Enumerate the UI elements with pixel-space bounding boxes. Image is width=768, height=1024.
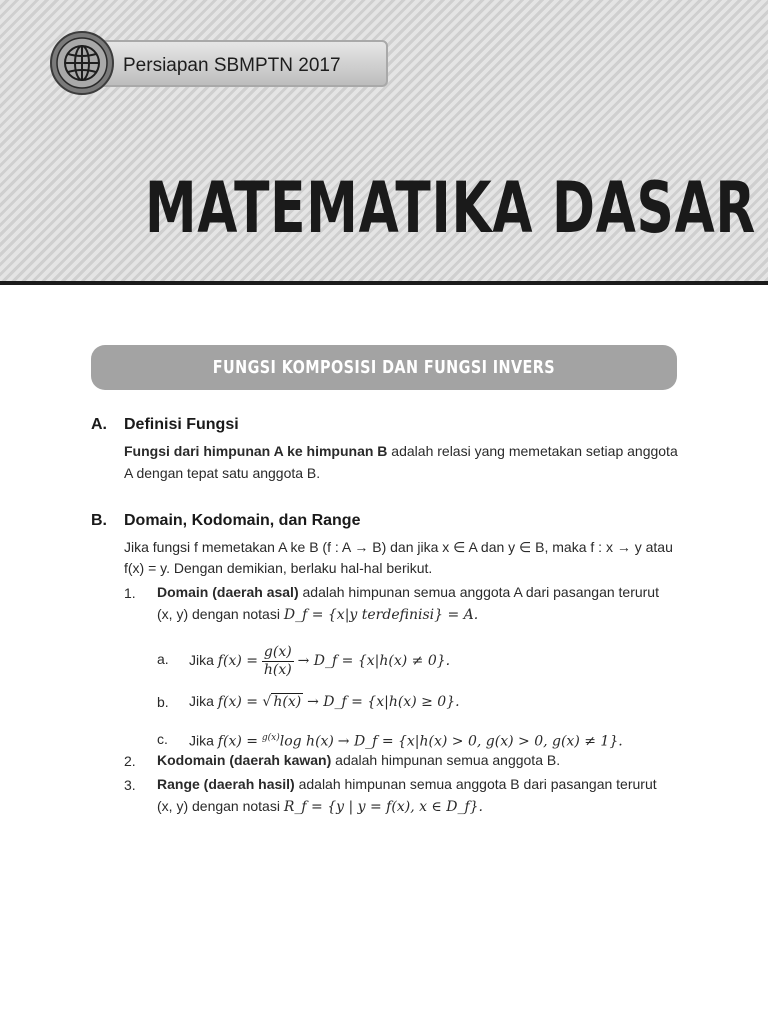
sub-a-jika: Jika <box>189 652 214 668</box>
item2-line <box>157 749 560 771</box>
sub-c-lhs: f(x) = <box>217 733 258 750</box>
sub-a-line <box>189 638 450 683</box>
sub-c-jika: Jika <box>189 732 214 749</box>
item1-bold: Domain (daerah asal) <box>157 584 299 600</box>
item3-line2 <box>157 795 483 818</box>
section-a-line1-rest: adalah relasi yang memetakan setiap anggota <box>387 443 678 459</box>
item2-number: 2. <box>124 753 136 769</box>
sub-a-letter: a. <box>157 651 169 667</box>
item1-line2-pre: (x, y) dengan notasi <box>157 606 284 622</box>
sub-a-lhs: f(x) = <box>217 653 258 669</box>
item1-rest: adalah himpunan semua anggota A dari pasangan terurut <box>298 584 659 600</box>
page-title: MATEMATIKA DASAR <box>145 167 757 249</box>
section-b-intro-line1: Jika fungsi f memetakan A ke B (f : A → B) dan jika x ∈ A dan y ∈ B, maka f : x → y atau <box>124 539 673 555</box>
sub-a-fraction <box>262 644 294 679</box>
item3-rest: adalah himpunan semua anggota B dari pasangan terurut <box>294 776 657 792</box>
item1-number: 1. <box>124 585 136 601</box>
item3-number: 3. <box>124 777 136 793</box>
section-a-line1 <box>124 440 678 462</box>
sub-c-rhs: → D_f = {x|h(x) > 0, g(x) > 0, g(x) ≠ 1}. <box>337 733 623 750</box>
item3-line2-pre: (x, y) dengan notasi <box>157 798 284 814</box>
section-banner <box>91 345 677 390</box>
sub-a-denominator: h(x) <box>263 661 292 678</box>
sub-b-jika: Jika <box>189 693 214 709</box>
globe-icon <box>50 31 114 95</box>
badge-text: Persiapan SBMPTN 2017 <box>123 55 341 76</box>
item1-formula: D_f = {x|y terdefinisi} = A. <box>283 607 479 623</box>
section-b-intro-line2: f(x) = y. Dengan demikian, berlaku hal-hal berikut. <box>124 560 433 576</box>
section-banner-text: FUNGSI KOMPOSISI DAN FUNGSI INVERS <box>212 357 556 378</box>
sub-c-letter: c. <box>157 731 168 747</box>
section-a-letter: A. <box>91 416 107 433</box>
item3-formula: R_f = {y | y = f(x), x ∈ D_f}. <box>283 799 484 815</box>
item2-rest: adalah himpunan semua anggota B. <box>331 752 561 768</box>
sub-b-radicand: h(x) <box>273 694 302 710</box>
sub-b-letter: b. <box>157 694 169 710</box>
header-rule <box>0 281 768 285</box>
sub-c-base: g(x) <box>261 733 280 743</box>
section-b-title: Domain, Kodomain, dan Range <box>124 512 361 529</box>
item3-line1 <box>157 773 657 795</box>
sub-a-rhs: → D_f = {x|h(x) ≠ 0}. <box>297 653 451 669</box>
sub-c-log: log h(x) <box>279 733 334 750</box>
sub-b-rhs: → D_f = {x|h(x) ≥ 0}. <box>307 694 460 710</box>
item1-line2 <box>157 603 478 626</box>
section-b-letter: B. <box>91 512 107 529</box>
sub-a-numerator: g(x) <box>262 644 294 662</box>
section-a-line2: A dengan tepat satu anggota B. <box>124 465 321 481</box>
item3-bold: Range (daerah hasil) <box>157 776 295 792</box>
sub-b-line <box>189 690 460 713</box>
item2-bold: Kodomain (daerah kawan) <box>157 752 332 768</box>
sub-b-lhs: f(x) = √ <box>217 694 272 710</box>
section-a-title: Definisi Fungsi <box>124 416 239 433</box>
item1-line1 <box>157 581 659 603</box>
section-a-bold-lead: Fungsi dari himpunan A ke himpunan B <box>124 443 388 459</box>
